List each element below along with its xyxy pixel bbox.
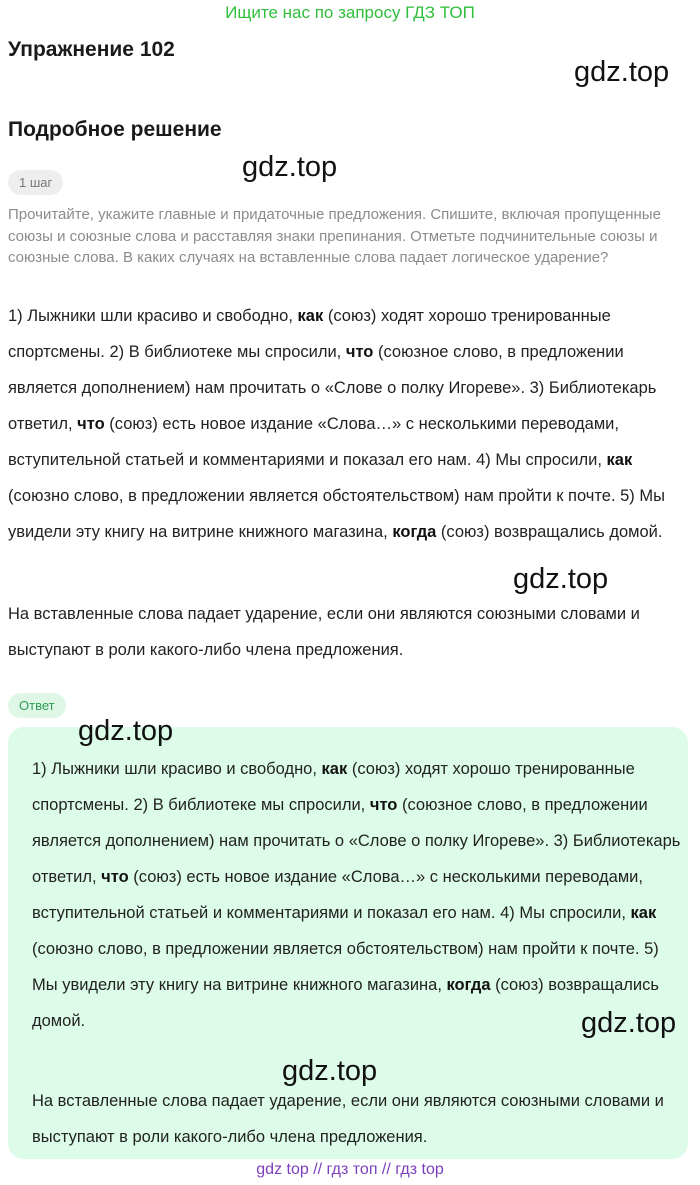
task-text: Прочитайте, укажите главные и придаточные предложения. Спишите, включая пропущенные союзы и союзные слова и расставляя знаки препинания. Отметьте подчинительные союзы и союзные слова. В каких случаях на вставленные слова падает логическое ударение? bbox=[8, 206, 661, 266]
conjunction-highlight: как bbox=[630, 904, 657, 922]
answer-badge: Ответ bbox=[8, 693, 66, 718]
conjunction-highlight: как bbox=[297, 307, 324, 325]
conjunction-highlight: как bbox=[321, 760, 348, 778]
conjunction-highlight: что bbox=[77, 415, 105, 433]
note-text: На вставленные слова падает ударение, если они являются союзными словами и выступают в роли какого-либо члена предложения. bbox=[8, 605, 640, 659]
footer-links[interactable]: gdz top // гдз топ // гдз top bbox=[256, 1161, 444, 1178]
conjunction-highlight: что bbox=[345, 343, 374, 361]
step-badge: 1 шаг bbox=[8, 170, 63, 195]
watermark: gdz.top bbox=[574, 56, 670, 88]
conjunction-highlight: когда bbox=[446, 976, 491, 994]
watermark: gdz.top bbox=[282, 1055, 378, 1087]
conjunction-highlight: что bbox=[369, 796, 398, 814]
conjunction-highlight: когда bbox=[392, 523, 437, 541]
watermark: gdz.top bbox=[581, 1007, 677, 1039]
watermark: gdz.top bbox=[513, 563, 609, 595]
conjunction-highlight: что bbox=[101, 868, 129, 886]
conjunction-highlight: как bbox=[606, 451, 633, 469]
answer-text: 1) Лыжники шли красиво и свободно, как (союз) ходят хорошо тренированные спортсмены. 2) В библиотеке мы спросили, что (союзное слово, в предложении является дополнением) нам прочитать о «Слове о полку Игореве». 3) Библиотекарь ответил, что (союз) есть новое издание «Слова…» с несколькими переводами, вступительной статьей и комментариями и показал его нам. 4) Мы спросили, как (союзно слово, в предложении является обстоятельством) нам пройти к почте. 5) Мы увидели эту книгу на витрине книжного магазина, когда (союз) возвращались домой. bbox=[32, 760, 681, 1030]
watermark: gdz.top bbox=[242, 151, 338, 183]
promo-banner[interactable]: Ищите нас по запросу ГДЗ ТОП bbox=[225, 3, 475, 22]
solution-text: 1) Лыжники шли красиво и свободно, как (союз) ходят хорошо тренированные спортсмены. 2) В библиотеке мы спросили, что (союзное слово, в предложении является дополнением) нам прочитать о «Слове о полку Игореве». 3) Библиотекарь ответил, что (союз) есть новое издание «Слова…» с несколькими переводами, вступительной статьей и комментариями и показал его нам. 4) Мы спросили, как (союзно слово, в предложении является обстоятельством) нам пройти к почте. 5) Мы увидели эту книгу на витрине книжного магазина, когда (союз) возвращались домой. bbox=[8, 307, 665, 541]
exercise-title: Упражнение 102 bbox=[8, 38, 175, 61]
answer-note-text: На вставленные слова падает ударение, если они являются союзными словами и выступают в роли какого-либо члена предложения. bbox=[32, 1092, 664, 1146]
watermark: gdz.top bbox=[78, 715, 174, 747]
solution-title: Подробное решение bbox=[8, 118, 222, 141]
